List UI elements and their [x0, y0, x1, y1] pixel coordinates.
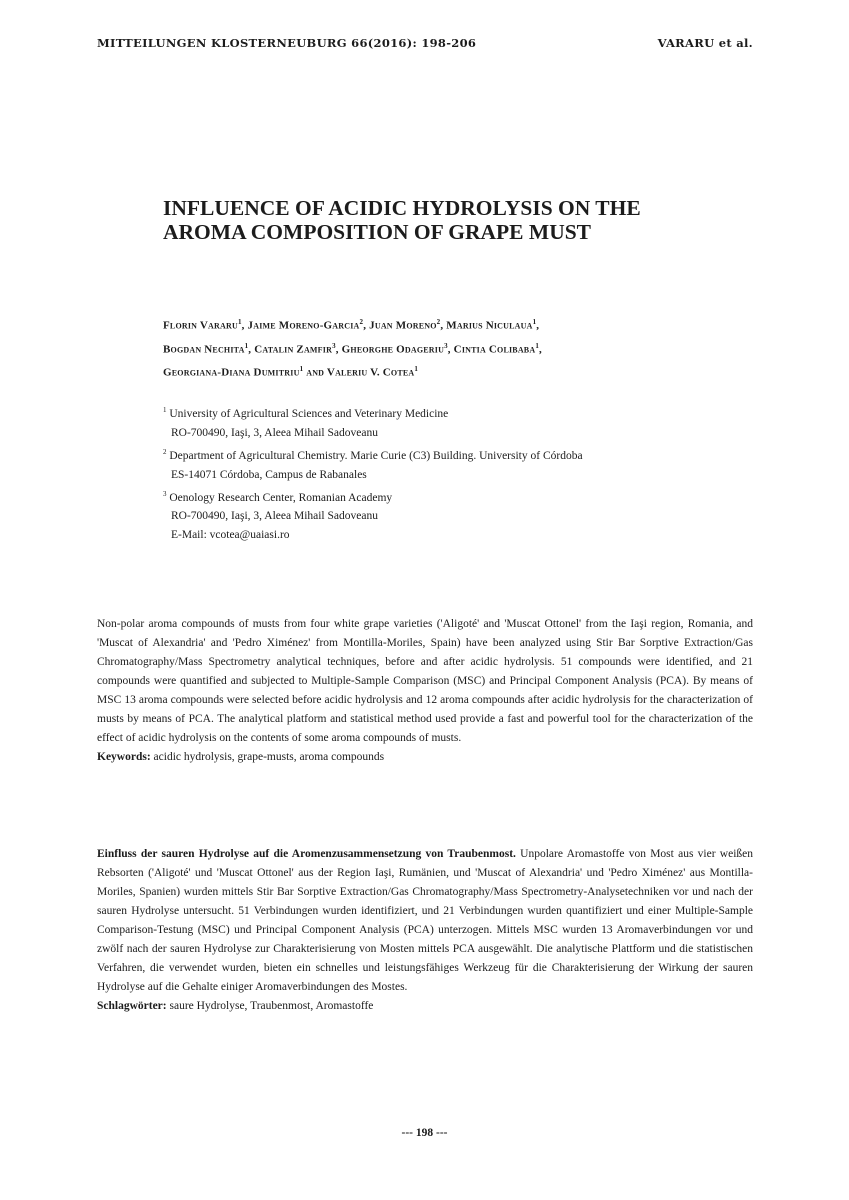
author-name: Valeriu V. Cotea	[326, 366, 415, 379]
title-line-1: INFLUENCE OF ACIDIC HYDROLYSIS ON THE	[163, 196, 641, 220]
affiliations	[163, 401, 763, 545]
german-abstract-title: Einfluss der sauren Hydrolyse auf die Aromenzusammensetzung von Traubenmost.	[97, 848, 516, 860]
affiliation-address: RO-700490, Iaşi, 3, Aleea Mihail Sadoveanu	[171, 510, 378, 523]
article-title	[163, 196, 763, 244]
keywords: acidic hydrolysis, grape-musts, aroma compounds	[153, 751, 385, 763]
running-author-header: VARARU et al.	[657, 36, 753, 50]
abstract-text: Non-polar aroma compounds of musts from four white grape varieties ('Aligoté' and 'Muscat Ottonel' from the Iaşi region, Romania, and 'Muscat of Alexandria' and 'Pedro Ximénez' from Montilla-Moriles, Spain) have been analyzed using Stir Bar Sorptive Extraction/Gas Chromatography/Mass Spectrometry analytical techniques, before and after acidic hydrolysis. 51 compounds were identified, and 21 compounds were quantified and subjected to Multiple-Sample Comparison (MSC) and Principal Component Analysis (PCA). By means of MSC 13 aroma compounds were selected before acidic hydrolysis and 12 aroma compounds after acidic hydrolysis for the characterization of musts by means of PCA. The analytical platform and statistical method used provide a fast and powerful tool for the characterization of the effect of acidic hydrolysis on the contents of some aroma compounds of musts.	[97, 618, 753, 744]
author-name: Cintia Colibaba	[453, 343, 536, 356]
author-affiliation-mark: 2	[436, 318, 441, 326]
keywords-label: Keywords:	[97, 751, 151, 763]
schlagwoerter: saure Hydrolyse, Traubenmost, Aromastoffe	[169, 1000, 374, 1012]
author-name: Bogdan Nechita	[163, 343, 245, 356]
affiliation-number: 3	[163, 489, 167, 498]
german-abstract	[97, 845, 753, 1016]
author-affiliation-mark: 1	[299, 365, 304, 374]
author-affiliation-mark: 1	[244, 341, 249, 350]
author-list: Florin Vararu$^1$, Jaime Moreno-Garcia$^2$, Juan Moreno$^2$, Marius Niculaua$^1$, Bogdan Nechita$^1$, Catalin Zamfir$^3$, Gheorghe Odageriu$^3$, Cintia Colibaba$^1$, Georgiana-Diana Dumitriu$^1$ and Valeriu V. Cotea$^1$	[163, 318, 542, 379]
author-affiliation-mark: 1	[237, 318, 242, 326]
author-name: Juan Moreno	[369, 319, 437, 332]
affiliation-line: University of Agricultural Sciences and Veterinary Medicine	[169, 407, 449, 420]
affiliation-address: RO-700490, Iaşi, 3, Aleea Mihail Sadoveanu	[171, 426, 378, 439]
author-name: Florin Vararu	[163, 319, 238, 332]
journal-header: MITTEILUNGEN KLOSTERNEUBURG 66(2016): 198-206	[97, 36, 477, 50]
author-name: Jaime Moreno-Garcia	[247, 319, 360, 332]
affiliation-number: 1	[163, 406, 167, 414]
schlagwoerter-label: Schlagwörter:	[97, 1000, 167, 1012]
german-abstract-text: Unpolare Aromastoffe von Most aus vier weißen Rebsorten ('Aligoté' und 'Muscat Ottonel' aus der Region Iaşi, Rumänien, und 'Muscat of Alexandria' und 'Pedro Ximénez' aus Montilla-Moriles, Spanien) wurden mittels Stir Bar Sorptive Extraction/Gas Chromatography/Mass Spectrometry-Analysetechniken vor und nach der sauren Hydrolyse untersucht. 51 Verbindungen wurden identifiziert, und 21 Verbindungen wurden quantifiziert und einer Multiple-Sample Comparison-Testung (MSC) und Principal Component Analysis (PCA) unterzogen. Mittels MSC wurden 13 Aromaverbindungen vor und zwölf nach der sauren Hydrolyse zur Charakterisierung von Mosten mittels PCA ausgewählt. Die analytische Plattform und die statistischen Verfahren, die verwendet wurden, bieten ein schnelles und leistungsfähiges Werkzeug für die Charakterisierung der Wirkung der sauren Hydrolyse auf die Gehalte einiger Aromaverbindungen des Mostes.	[97, 848, 753, 993]
affiliation-number: 2	[163, 447, 167, 456]
author-affiliation-mark: 1	[532, 318, 537, 326]
title-line-2: AROMA COMPOSITION OF GRAPE MUST	[163, 220, 592, 244]
page-number: --- 198 ---	[401, 1127, 448, 1139]
author-affiliation-mark: 3	[332, 341, 336, 350]
affiliation-line: Oenology Research Center, Romanian Academy	[169, 491, 393, 504]
author-affiliation-mark: 1	[414, 365, 419, 374]
contact-email: E-Mail: vcotea@uaiasi.ro	[171, 529, 290, 542]
author-name: Gheorghe Odageriu	[341, 343, 445, 356]
affiliation-address: ES-14071 Córdoba, Campus de Rabanales	[171, 468, 367, 481]
author-name: Catalin Zamfir	[254, 343, 333, 356]
author-affiliation-mark: 1	[535, 341, 540, 350]
affiliation-line: Department of Agricultural Chemistry. Marie Curie (C3) Building. University of Córdoba	[169, 449, 583, 462]
abstract	[97, 615, 753, 767]
author-affiliation-mark: 2	[359, 318, 364, 326]
author-name: Georgiana-Diana Dumitriu	[163, 366, 300, 379]
author-name: Marius Niculaua	[446, 319, 533, 332]
author-joiner: and	[306, 366, 325, 379]
author-affiliation-mark: 3	[444, 341, 448, 350]
